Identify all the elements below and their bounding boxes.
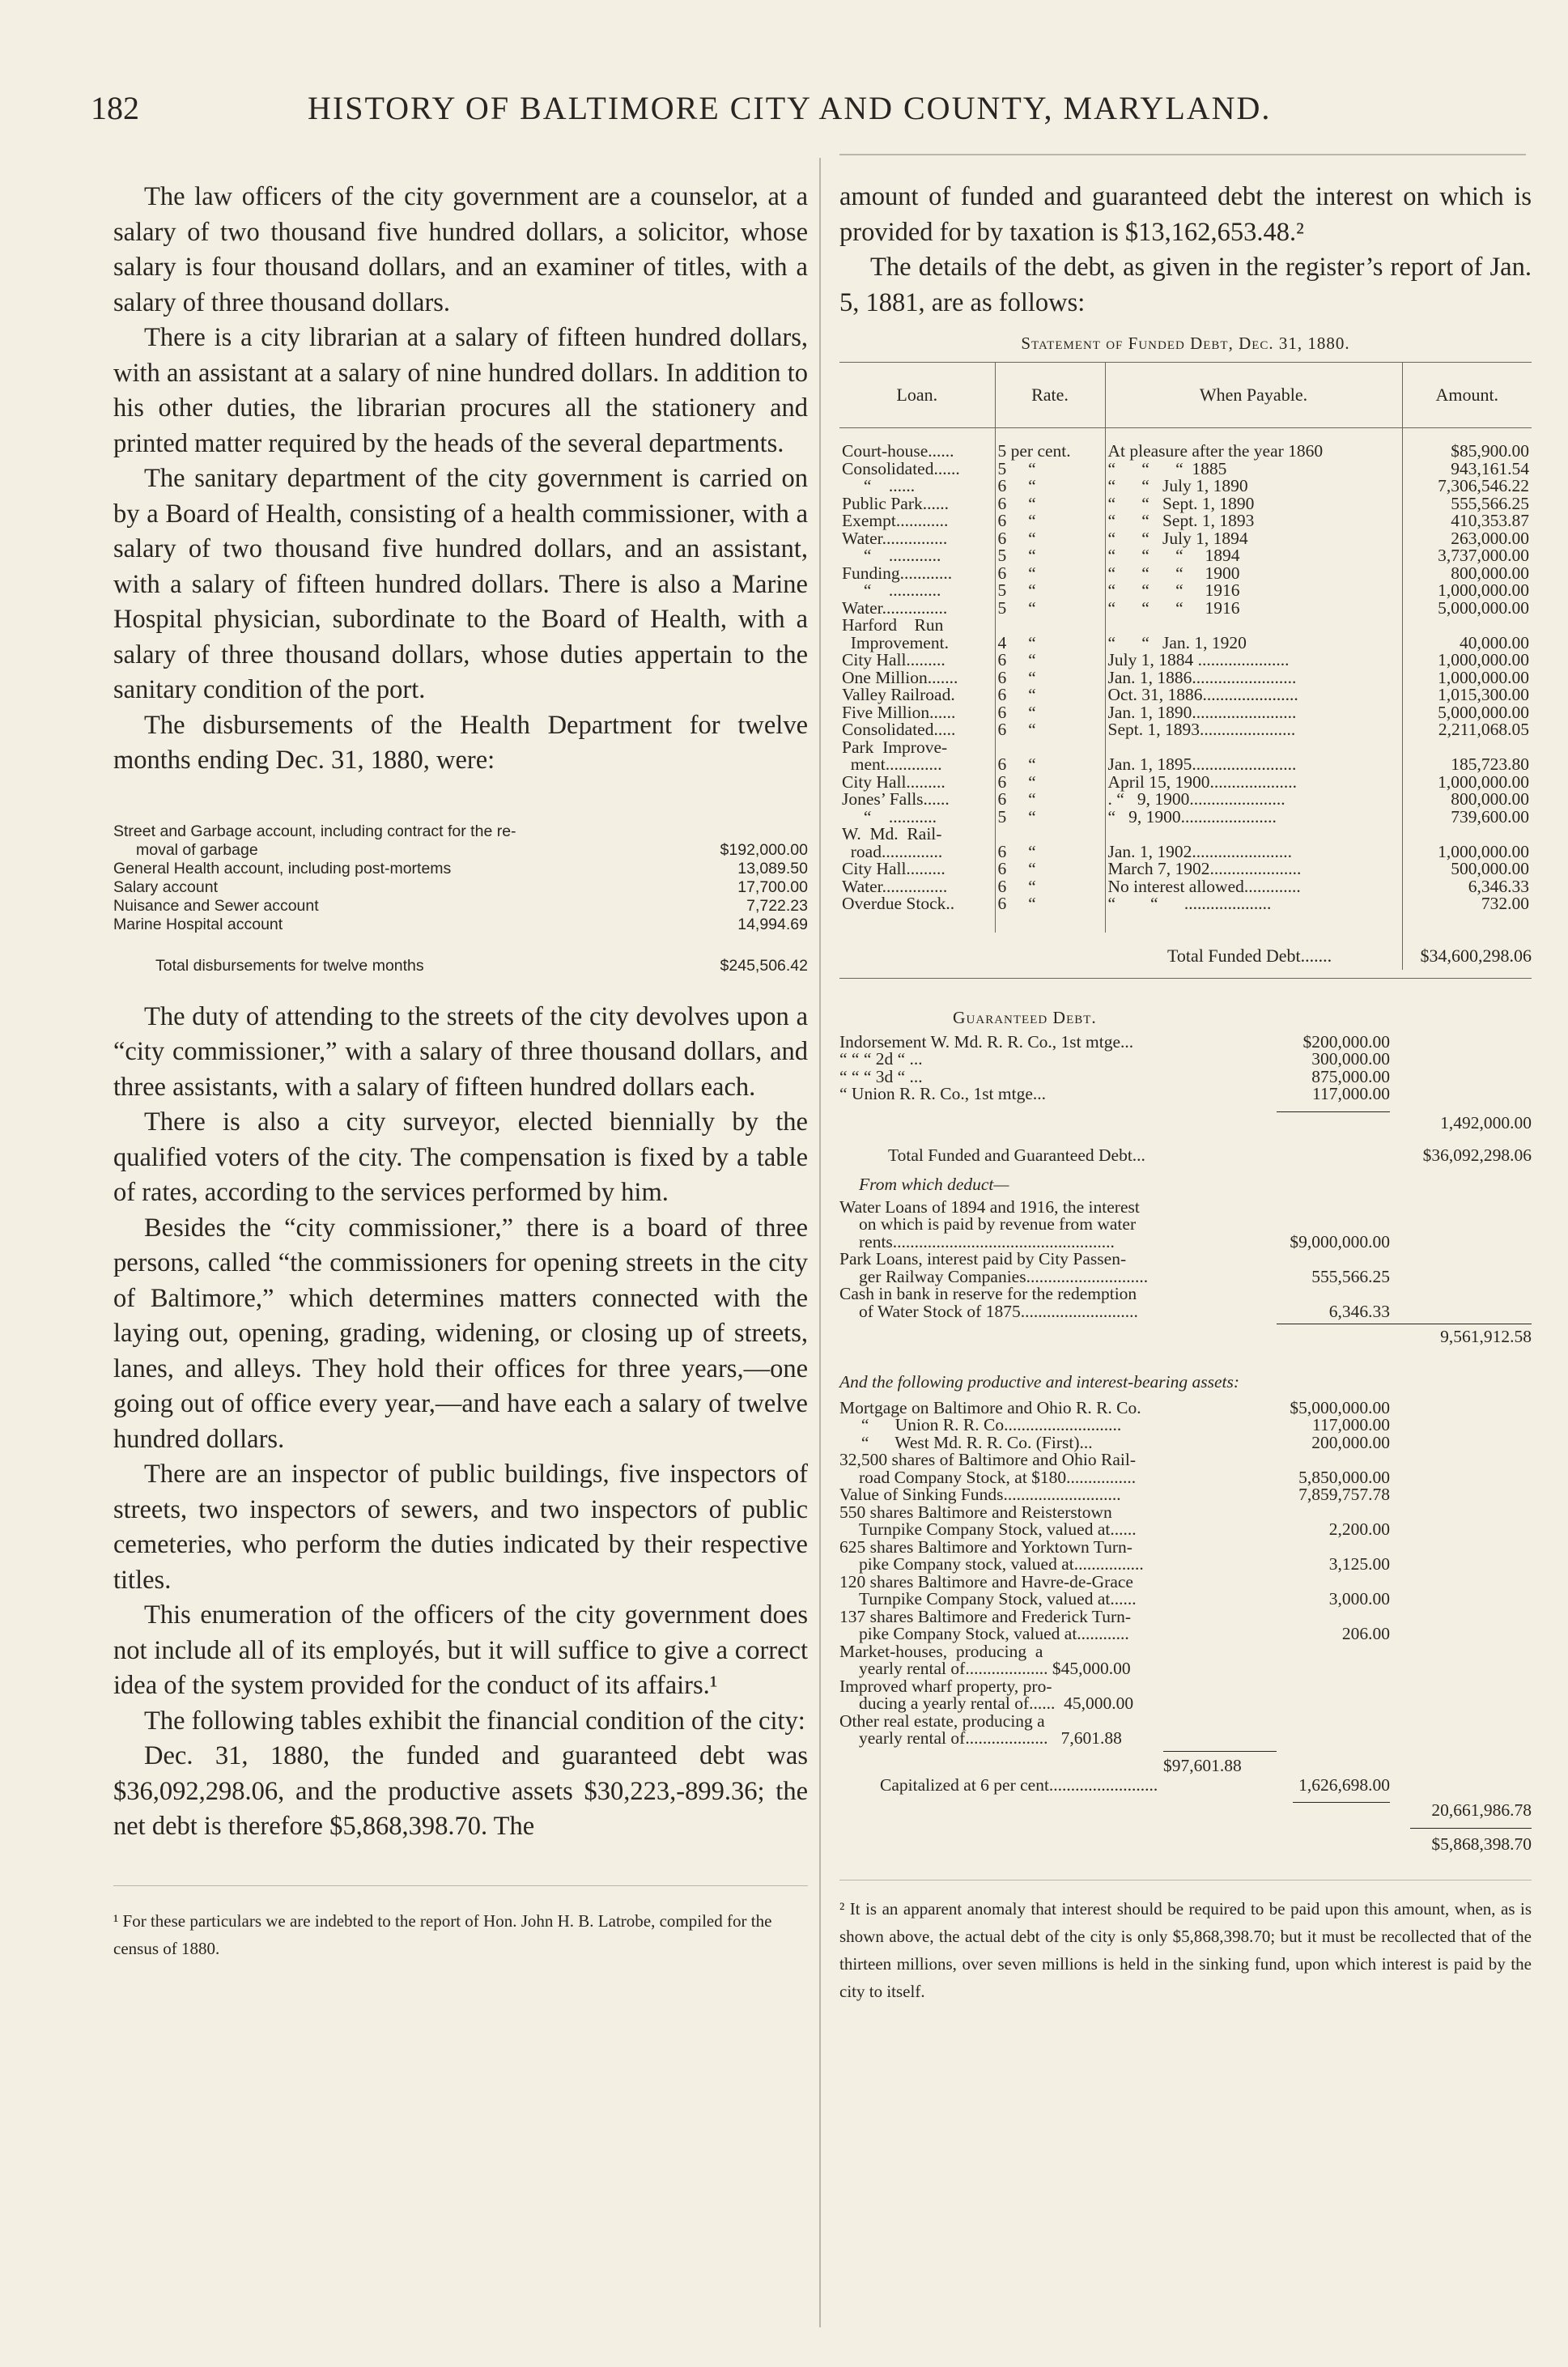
deduct-line: on which is paid by revenue from water (859, 1214, 1137, 1234)
assets-line: Turnpike Company Stock, valued at...... 3,000.00 (859, 1589, 1390, 1608)
table-caption: Statement of Funded Debt, Dec. 31, 1880. (1021, 334, 1350, 353)
cell-when: At pleasure after the year 1860 (1105, 443, 1402, 461)
cell-rate: 6 “ (995, 844, 1105, 861)
disb-row: Marine Hospital account 14,994.69 (113, 915, 808, 933)
capitalized-label: Capitalized at 6 per cent......................... (880, 1774, 1158, 1795)
total-fg-label: Total Funded and Guaranteed Debt... (888, 1145, 1145, 1165)
funded-debt-row (839, 669, 1532, 687)
guaranteed-total: 1,492,000.00 (1440, 1112, 1532, 1133)
cell-when: “ “ “ 1916 (1105, 600, 1402, 618)
cell-rate: 6 “ (995, 861, 1105, 878)
cell-amount: 500,000.00 (1402, 861, 1532, 878)
rentals-line: yearly rental of................... 7,601.88 (859, 1728, 1122, 1748)
assets-line: “ West Md. R. R. Co. (First)... 200,000.00 (839, 1432, 1390, 1452)
running-title: HISTORY OF BALTIMORE CITY AND COUNTY, MARYLAND. (308, 90, 1272, 126)
cell-loan: City Hall......... (842, 650, 945, 669)
total-funded-amount: $34,600,298.06 (1420, 945, 1532, 966)
rentals-line: Other real estate, producing a (839, 1710, 1045, 1731)
funded-debt-row (839, 895, 1532, 913)
funded-debt-row (839, 443, 1532, 461)
cell-amount: 185,723.80 (1402, 756, 1532, 774)
funded-debt-row (839, 478, 1532, 495)
cell-loan: Harford Run (842, 615, 944, 635)
cell-amount: 6,346.33 (1402, 878, 1532, 896)
funded-debt-row (839, 721, 1532, 739)
rental-total: $97,601.88 (1163, 1755, 1242, 1775)
funded-debt-row (839, 686, 1532, 704)
cell-rate: 6 “ (995, 478, 1105, 495)
cell-amount: 2,211,068.05 (1402, 721, 1532, 739)
cell-loan: Jones’ Falls...... (842, 789, 950, 809)
cell-loan: Water............... (842, 876, 948, 896)
amount: 117,000.00 (1312, 1415, 1390, 1434)
page-number: 182 (91, 90, 139, 126)
paragraph-city-commissioner: The duty of attending to the streets of the city devolves upon a “city commissioner,” with a salary of three thousand dollars, and three assistants, with a salary of fifteen hundred dollars each. (113, 1001, 808, 1102)
amount: 6,346.33 (1328, 1301, 1390, 1321)
cell-amount: 1,000,000.00 (1402, 652, 1532, 669)
cell-amount: 943,161.54 (1402, 461, 1532, 478)
assets-line: Mortgage on Baltimore and Ohio R. R. Co. $5,000,000.00 (839, 1397, 1390, 1417)
funded-debt-row (839, 844, 1532, 861)
guaranteed-row: Indorsement W. Md. R. R. Co., 1st mtge... $200,000.00 (839, 1031, 1390, 1052)
cell-amount: 263,000.00 (1402, 530, 1532, 548)
net-debt: $5,868,398.70 (1431, 1834, 1532, 1854)
paragraph-sanitary: The sanitary department of the city government is carried on by a Board of Health, consisting of a health commissioner, with a salary of two thousand five hundred dollars, and an assistant, with a salary of fifteen hundred dollars. There is also a Marine Hospital physician, subordinate to the Board of Health, with a salary of three thousand dollars, whose duties appertain to the sanitary condition of the port. (113, 464, 808, 704)
cell-when: . “ 9, 1900...................... (1105, 791, 1402, 809)
col-header-when: When Payable. (1105, 363, 1402, 428)
cell-rate: 6 “ (995, 878, 1105, 896)
funded-debt-rows (839, 428, 1532, 933)
assets-list (839, 1397, 1532, 1643)
funded-debt-row (839, 652, 1532, 669)
funded-debt-row (839, 878, 1532, 896)
rentals-line: Improved wharf property, pro- (839, 1676, 1052, 1696)
top-rule (839, 154, 1526, 155)
cell-loan: “ ............ (842, 546, 941, 565)
cell-rate: 6 “ (995, 686, 1105, 704)
disb-row: moval of garbage $192,000.00 (136, 840, 808, 859)
cell-when: “ “ .................... (1105, 895, 1402, 913)
cell-loan: Consolidated..... (842, 720, 956, 739)
deduct-line: Cash in bank in reserve for the redemption (839, 1284, 1137, 1303)
cell-rate (995, 739, 1105, 757)
cell-when: Sept. 1, 1893...................... (1105, 721, 1402, 739)
cell-amount: 800,000.00 (1402, 791, 1532, 809)
rentals-line: Market-houses, producing a (839, 1641, 1043, 1661)
funded-debt-row (839, 617, 1532, 635)
deduct-line: rents................................................... $9,000,000.00 (859, 1231, 1390, 1251)
cell-loan: City Hall......... (842, 771, 945, 792)
assets-line: 137 shares Baltimore and Frederick Turn- (839, 1606, 1132, 1626)
cell-rate: 6 “ (995, 530, 1105, 548)
cell-rate (995, 826, 1105, 844)
paragraph-surveyor: There is also a city surveyor, elected biennially by the qualified voters of the city. The compensation is fixed by a table of rates, according to the services performed by him. (113, 1107, 808, 1207)
disb-row: Street and Garbage account, including contract for the re- (113, 822, 516, 840)
cell-amount: 800,000.00 (1402, 565, 1532, 583)
cell-loan: Exempt............ (842, 511, 949, 530)
amount: 3,125.00 (1328, 1554, 1390, 1574)
funded-debt-row (839, 826, 1532, 844)
cell-amount: 1,000,000.00 (1402, 669, 1532, 687)
cell-when: Jan. 1, 1886........................ (1105, 669, 1402, 687)
cell-rate: 5 “ (995, 461, 1105, 478)
paragraph-interest-amount: amount of funded and guaranteed debt the interest on which is provided for by taxation is $13,162,653.48.² (839, 182, 1532, 247)
funded-debt-row (839, 861, 1532, 878)
cell-rate: 6 “ (995, 756, 1105, 774)
cell-when: “ 9, 1900...................... (1105, 809, 1402, 827)
cell-loan: Court-house...... (842, 441, 954, 461)
cell-when: Jan. 1, 1902....................... (1105, 844, 1402, 861)
disb-total-row: Total disbursements for twelve months $245,506.42 (155, 956, 808, 975)
cell-loan: ment............. (842, 754, 942, 774)
disbursements-table (113, 822, 808, 975)
cell-rate: 5 per cent. (995, 443, 1105, 461)
funded-debt-table (839, 362, 1532, 933)
cell-loan: Funding............ (842, 563, 953, 583)
amount: 5,850,000.00 (1298, 1467, 1390, 1487)
funded-debt-row (839, 774, 1532, 792)
funded-debt-row (839, 495, 1532, 513)
disb-row: Salary account 17,700.00 (113, 878, 808, 896)
cell-when (1105, 826, 1402, 844)
cell-when: “ “ “ 1894 (1105, 547, 1402, 565)
cell-when: “ “ “ 1885 (1105, 461, 1402, 478)
cell-loan: Public Park...... (842, 493, 949, 513)
cell-when: “ “ July 1, 1894 (1105, 530, 1402, 548)
cell-rate: 5 “ (995, 809, 1105, 827)
assets-line: “ Union R. R. Co........................... 117,000.00 (839, 1415, 1390, 1434)
funded-debt-row (839, 756, 1532, 774)
funded-debt-row (839, 530, 1532, 548)
cell-loan: Valley Railroad. (842, 685, 955, 704)
assets-line: 550 shares Baltimore and Reisterstown (839, 1502, 1112, 1522)
cell-amount: 40,000.00 (1402, 635, 1532, 652)
cell-rate: 5 “ (995, 547, 1105, 565)
funded-debt-row (839, 739, 1532, 757)
total-fg-amount: $36,092,298.06 (1422, 1145, 1532, 1165)
left-column (113, 180, 808, 1962)
rentals-line: yearly rental of................... $45,000.00 (859, 1659, 1131, 1678)
cell-loan: Water............... (842, 597, 948, 618)
amount: 3,000.00 (1328, 1589, 1390, 1608)
amount: 206.00 (1341, 1624, 1390, 1643)
assets-line: 625 shares Baltimore and Yorktown Turn- (839, 1536, 1132, 1557)
cell-loan: Water............... (842, 528, 948, 548)
paragraph-disbursements-intro: The disbursements of the Health Department for twelve months ending Dec. 31, 1880, were: (113, 710, 808, 775)
cell-rate: 6 “ (995, 512, 1105, 530)
assets-line: road Company Stock, at $180................ 5,850,000.00 (859, 1467, 1390, 1487)
cell-rate: 6 “ (995, 652, 1105, 669)
capitalized-amount: 1,626,698.00 (1298, 1774, 1390, 1795)
paragraph-librarian: There is a city librarian at a salary of fifteen hundred dollars, with an assistant at a salary of nine hundred dollars. In addition to his other duties, the librarian procures all the stationery and printed matter required by the heads of the several departments. (113, 323, 808, 458)
assets-label: And the following productive and interest-bearing assets: (839, 1372, 1240, 1392)
cell-amount: $85,900.00 (1402, 443, 1532, 461)
guaranteed-row: “ “ “ 2d “ ... 300,000.00 (839, 1049, 1390, 1069)
column-divider (819, 158, 821, 2327)
disb-row: Nuisance and Sewer account 7,722.23 (113, 896, 808, 915)
cell-loan: Five Million...... (842, 702, 956, 722)
assets-line: 120 shares Baltimore and Havre-de-Grace (839, 1571, 1133, 1591)
funded-debt-row (839, 809, 1532, 827)
cell-when (1105, 739, 1402, 757)
cell-rate: 6 “ (995, 895, 1105, 913)
cell-amount: 739,600.00 (1402, 809, 1532, 827)
footnote-2: ² It is an apparent anomaly that interest should be required to be paid upon this amount, when, as is shown above, the actual debt of the city is only $5,868,398.70; but it must be recollected that of the thirteen millions, over seven millions is held in the sinking fund, upon which interest is paid by the city to itself. (839, 1880, 1532, 2005)
amount: 2,200.00 (1328, 1519, 1390, 1539)
cell-rate: 6 “ (995, 565, 1105, 583)
cell-rate (995, 617, 1105, 635)
funded-debt-row (839, 635, 1532, 652)
paragraph-tables-intro: The following tables exhibit the financial condition of the city: (144, 1706, 805, 1736)
cell-amount: 5,000,000.00 (1402, 600, 1532, 618)
cell-loan: Improvement. (842, 632, 949, 652)
cell-amount: 1,015,300.00 (1402, 686, 1532, 704)
paragraph-law-officers: The law officers of the city government are a counselor, at a salary of two thousand five hundred dollars, a solicitor, whose salary is four thousand dollars, and an examiner of titles, with a salary of three thousand dollars. (113, 182, 808, 317)
cell-loan: City Hall......... (842, 859, 945, 878)
cell-rate: 5 “ (995, 582, 1105, 600)
paragraph-street-commissioners: Besides the “city commissioner,” there is a board of three persons, called “the commissioners for opening streets in the city of Baltimore,” which determines matters connected with the laying out, opening, grading, widening, or closing up of streets, lanes, and alleys. They hold their offices for three years,—one going out of office every year,—and have each a salary of twelve hundred dollars. (113, 1213, 808, 1454)
cell-amount: 1,000,000.00 (1402, 774, 1532, 792)
amount: 200,000.00 (1311, 1432, 1390, 1452)
cell-loan: Park Improve- (842, 737, 948, 757)
rentals-line: ducing a yearly rental of...... 45,000.00 (859, 1693, 1134, 1713)
cell-when: “ “ Jan. 1, 1920 (1105, 635, 1402, 652)
deduct-total: 9,561,912.58 (1440, 1327, 1532, 1346)
total-funded-row (839, 937, 1532, 970)
col-header-loan: Loan. (839, 363, 995, 428)
cell-when: Jan. 1, 1895........................ (1105, 756, 1402, 774)
deduct-label: From which deduct— (859, 1174, 1009, 1194)
cell-rate: 6 “ (995, 704, 1105, 722)
cell-rate: 4 “ (995, 635, 1105, 652)
cell-loan: road.............. (842, 841, 943, 861)
cell-when: No interest allowed............. (1105, 878, 1402, 896)
cell-amount (1402, 617, 1532, 635)
cell-loan: “ ........... (842, 806, 937, 827)
running-header (91, 89, 1467, 138)
cell-amount: 3,737,000.00 (1402, 547, 1532, 565)
funded-debt-row (839, 582, 1532, 600)
cell-loan: “ ...... (842, 476, 916, 495)
assets-line: Turnpike Company Stock, valued at...... 2,200.00 (859, 1519, 1390, 1539)
cell-when: “ “ Sept. 1, 1890 (1105, 495, 1402, 513)
deduct-line: Water Loans of 1894 and 1916, the interest (839, 1196, 1140, 1217)
cell-rate: 6 “ (995, 721, 1105, 739)
cell-amount: 1,000,000.00 (1402, 844, 1532, 861)
cell-rate: 6 “ (995, 791, 1105, 809)
amount: 7,859,757.78 (1298, 1485, 1390, 1504)
cell-amount: 410,353.87 (1402, 512, 1532, 530)
funded-debt-row (839, 565, 1532, 583)
guaranteed-row: “ “ “ 3d “ ... 875,000.00 (839, 1066, 1390, 1086)
cell-rate: 6 “ (995, 495, 1105, 513)
funded-debt-row (839, 461, 1532, 478)
deduct-line: ger Railway Companies............................ 555,566.25 (859, 1266, 1390, 1286)
cell-loan: “ ............ (842, 580, 941, 600)
cell-loan: Overdue Stock.. (842, 894, 955, 913)
cell-when: “ “ July 1, 1890 (1105, 478, 1402, 495)
assets-line: Value of Sinking Funds........................... 7,859,757.78 (839, 1485, 1390, 1504)
assets-line: 32,500 shares of Baltimore and Ohio Rail- (839, 1450, 1137, 1469)
cell-rate: 6 “ (995, 774, 1105, 792)
cell-loan: Consolidated...... (842, 458, 960, 478)
paragraph-enumeration: This enumeration of the officers of the city government does not include all of its employés, but it will suffice to give a correct idea of the system provided for the conduct of its affairs.¹ (113, 1600, 808, 1700)
guaranteed-section (839, 1009, 1532, 1858)
cell-amount: 555,566.25 (1402, 495, 1532, 513)
right-column (839, 180, 1532, 2005)
cell-amount: 7,306,546.22 (1402, 478, 1532, 495)
cell-amount: 732.00 (1402, 895, 1532, 913)
paragraph-debt-summary: Dec. 31, 1880, the funded and guaranteed debt was $36,092,298.06, and the productive assets $30,223,-899.36; the net debt is therefore $5,868,398.70. The (113, 1741, 808, 1841)
deduct-list (839, 1196, 1532, 1321)
col-header-amount: Amount. (1402, 363, 1532, 428)
cell-when: “ “ “ 1900 (1105, 565, 1402, 583)
cell-when: April 15, 1900.................... (1105, 774, 1402, 792)
cell-when (1105, 617, 1402, 635)
amount: $9,000,000.00 (1290, 1231, 1390, 1251)
funded-debt-row (839, 791, 1532, 809)
cell-loan: One Million....... (842, 667, 958, 687)
cell-amount: 5,000,000.00 (1402, 704, 1532, 722)
cell-when: “ “ “ 1916 (1105, 582, 1402, 600)
amount: $5,000,000.00 (1290, 1397, 1390, 1417)
assets-line: pike Company stock, valued at................ 3,125.00 (859, 1554, 1390, 1574)
cell-when: March 7, 1902..................... (1105, 861, 1402, 878)
cell-when: Oct. 31, 1886...................... (1105, 686, 1402, 704)
cell-amount: 1,000,000.00 (1402, 582, 1532, 600)
cell-when: Jan. 1, 1890........................ (1105, 704, 1402, 722)
footnote-1: ¹ For these particulars we are indebted to the report of Hon. John H. B. Latrobe, compiled for the census of 1880. (113, 1885, 808, 1962)
paragraph-inspectors: There are an inspector of public buildings, five inspectors of streets, two inspectors of sewers, and two inspectors of public cemeteries, who perform the duties indicated by their respective titles. (113, 1460, 808, 1595)
assets-line: pike Company Stock, valued at............ 206.00 (859, 1624, 1390, 1643)
cell-amount (1402, 826, 1532, 844)
amount: 555,566.25 (1311, 1266, 1390, 1286)
funded-debt-row (839, 704, 1532, 722)
disb-row: General Health account, including post-mortems 13,089.50 (113, 859, 808, 878)
cell-when: July 1, 1884 ..................... (1105, 652, 1402, 669)
assets-total: 20,661,986.78 (1431, 1800, 1532, 1820)
guaranteed-row: “ Union R. R. Co., 1st mtge... 117,000.00 (839, 1084, 1390, 1103)
funded-debt-row (839, 512, 1532, 530)
funded-debt-row (839, 600, 1532, 618)
cell-rate: 5 “ (995, 600, 1105, 618)
col-header-rate: Rate. (995, 363, 1105, 428)
deduct-line: Park Loans, interest paid by City Passen- (839, 1249, 1127, 1268)
rentals-list (839, 1643, 1532, 1748)
total-funded-label: Total Funded Debt....... (1167, 945, 1332, 966)
cell-when: “ “ Sept. 1, 1893 (1105, 512, 1402, 530)
cell-loan: W. Md. Rail- (842, 824, 942, 844)
paragraph-register-report: The details of the debt, as given in the register’s report of Jan. 5, 1881, are as follows: (839, 253, 1532, 317)
guaranteed-title: Guaranteed Debt. (953, 1007, 1097, 1027)
cell-rate: 6 “ (995, 669, 1105, 687)
table-header-row (839, 363, 1532, 428)
funded-debt-row (839, 547, 1532, 565)
deduct-line: of Water Stock of 1875........................... 6,346.33 (859, 1301, 1390, 1321)
cell-amount (1402, 739, 1532, 757)
